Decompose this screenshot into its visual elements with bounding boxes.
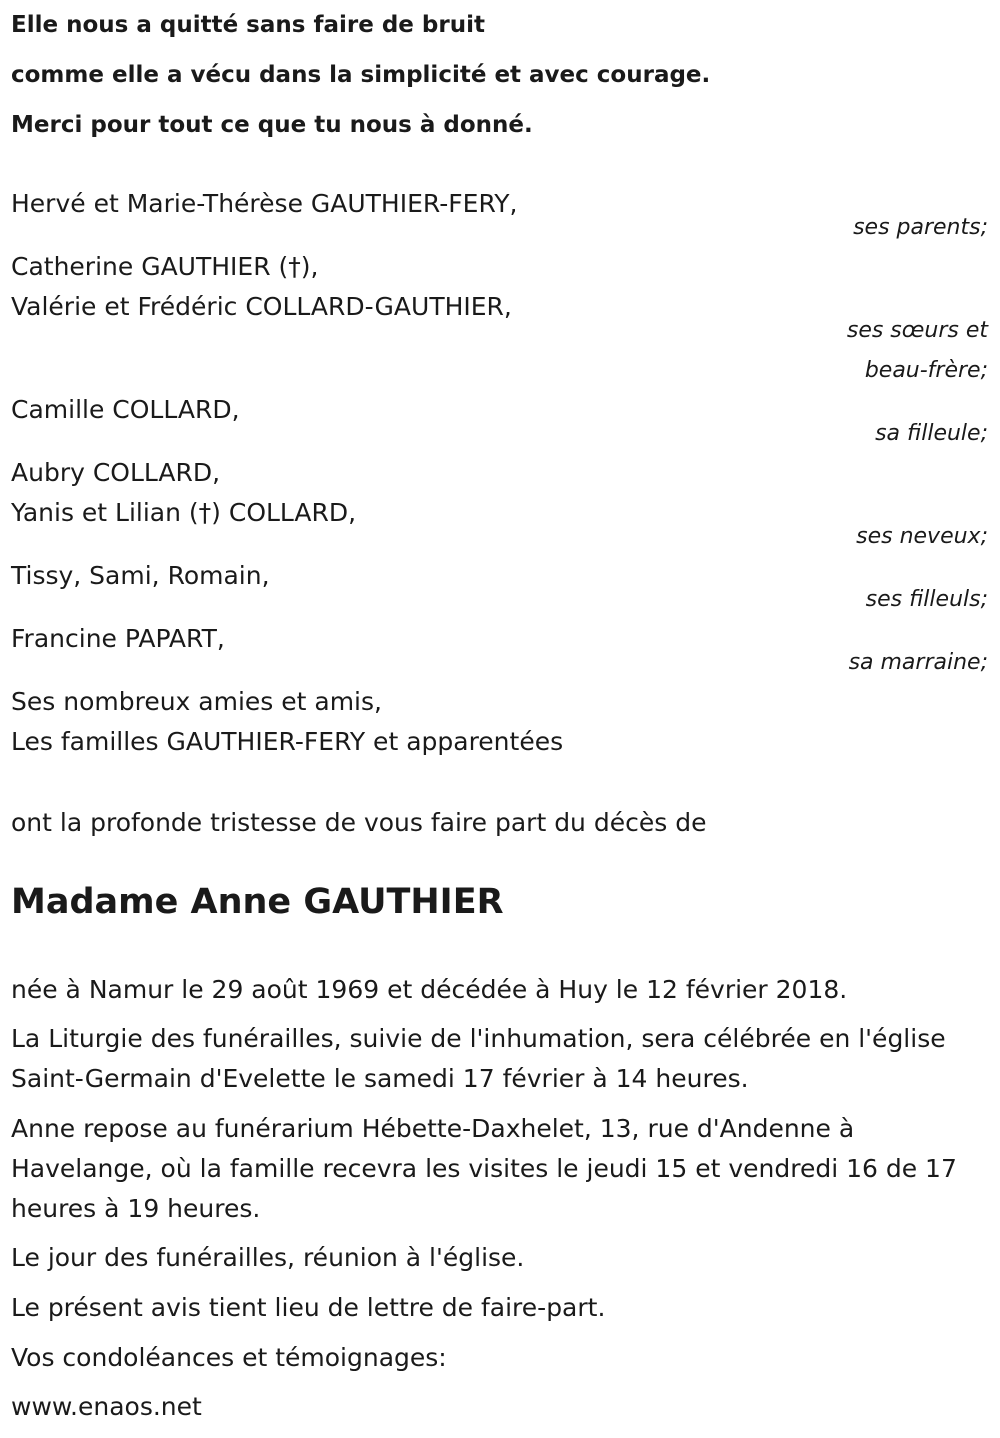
meeting-line: Le jour des funérailles, réunion à l'église. [11,1243,525,1272]
notice-line: Le présent avis tient lieu de lettre de faire-part. [11,1293,606,1322]
goddaughter-name: Camille COLLARD, [11,395,240,424]
friends-line: Ses nombreux amies et amis, [11,687,382,716]
website-link[interactable]: www.enaos.net [11,1392,202,1421]
sisters-role: ses sœurs et [846,318,988,343]
godchildren-role: ses filleuls; [865,587,988,612]
godchildren-names: Tissy, Sami, Romain, [11,561,270,590]
condolences-line: Vos condoléances et témoignages: [11,1343,447,1372]
families-line: Les familles GAUTHIER-FERY et apparentées [11,727,564,756]
rest-line: Havelange, où la famille recevra les visites le jeudi 15 et vendredi 16 de 17 [11,1154,957,1183]
epigraph-line: comme elle a vécu dans la simplicité et avec courage. [11,62,711,88]
sisters-line: Catherine GAUTHIER (†), [11,252,319,281]
website-link-wrap [11,1392,202,1422]
godmother-name: Francine PAPART, [11,624,225,653]
nephews-role: ses neveux; [856,524,988,549]
epigraph-line: Merci pour tout ce que tu nous à donné. [11,112,533,138]
nephews-line: Aubry COLLARD, [11,458,221,487]
sisters-role: beau-frère; [864,358,988,383]
deceased-name: Madame Anne GAUTHIER [11,882,504,922]
parents-names: Hervé et Marie-Thérèse GAUTHIER-FERY, [11,189,518,218]
parents-role: ses parents; [853,215,988,240]
rest-line: heures à 19 heures. [11,1194,261,1223]
liturgy-line: La Liturgie des funérailles, suivie de l'inhumation, sera célébrée en l'église [11,1024,946,1053]
birth-death-line: née à Namur le 29 août 1969 et décédée à Huy le 12 février 2018. [11,975,848,1004]
epigraph-line: Elle nous a quitté sans faire de bruit [11,12,485,38]
sisters-line: Valérie et Frédéric COLLARD-GAUTHIER, [11,292,512,321]
liturgy-line: Saint-Germain d'Evelette le samedi 17 février à 14 heures. [11,1064,749,1093]
announcement: ont la profonde tristesse de vous faire part du décès de [11,808,707,837]
rest-line: Anne repose au funérarium Hébette-Daxhelet, 13, rue d'Andenne à [11,1114,855,1143]
nephews-line: Yanis et Lilian (†) COLLARD, [11,498,357,527]
goddaughter-role: sa filleule; [875,421,988,446]
godmother-role: sa marraine; [848,650,988,675]
